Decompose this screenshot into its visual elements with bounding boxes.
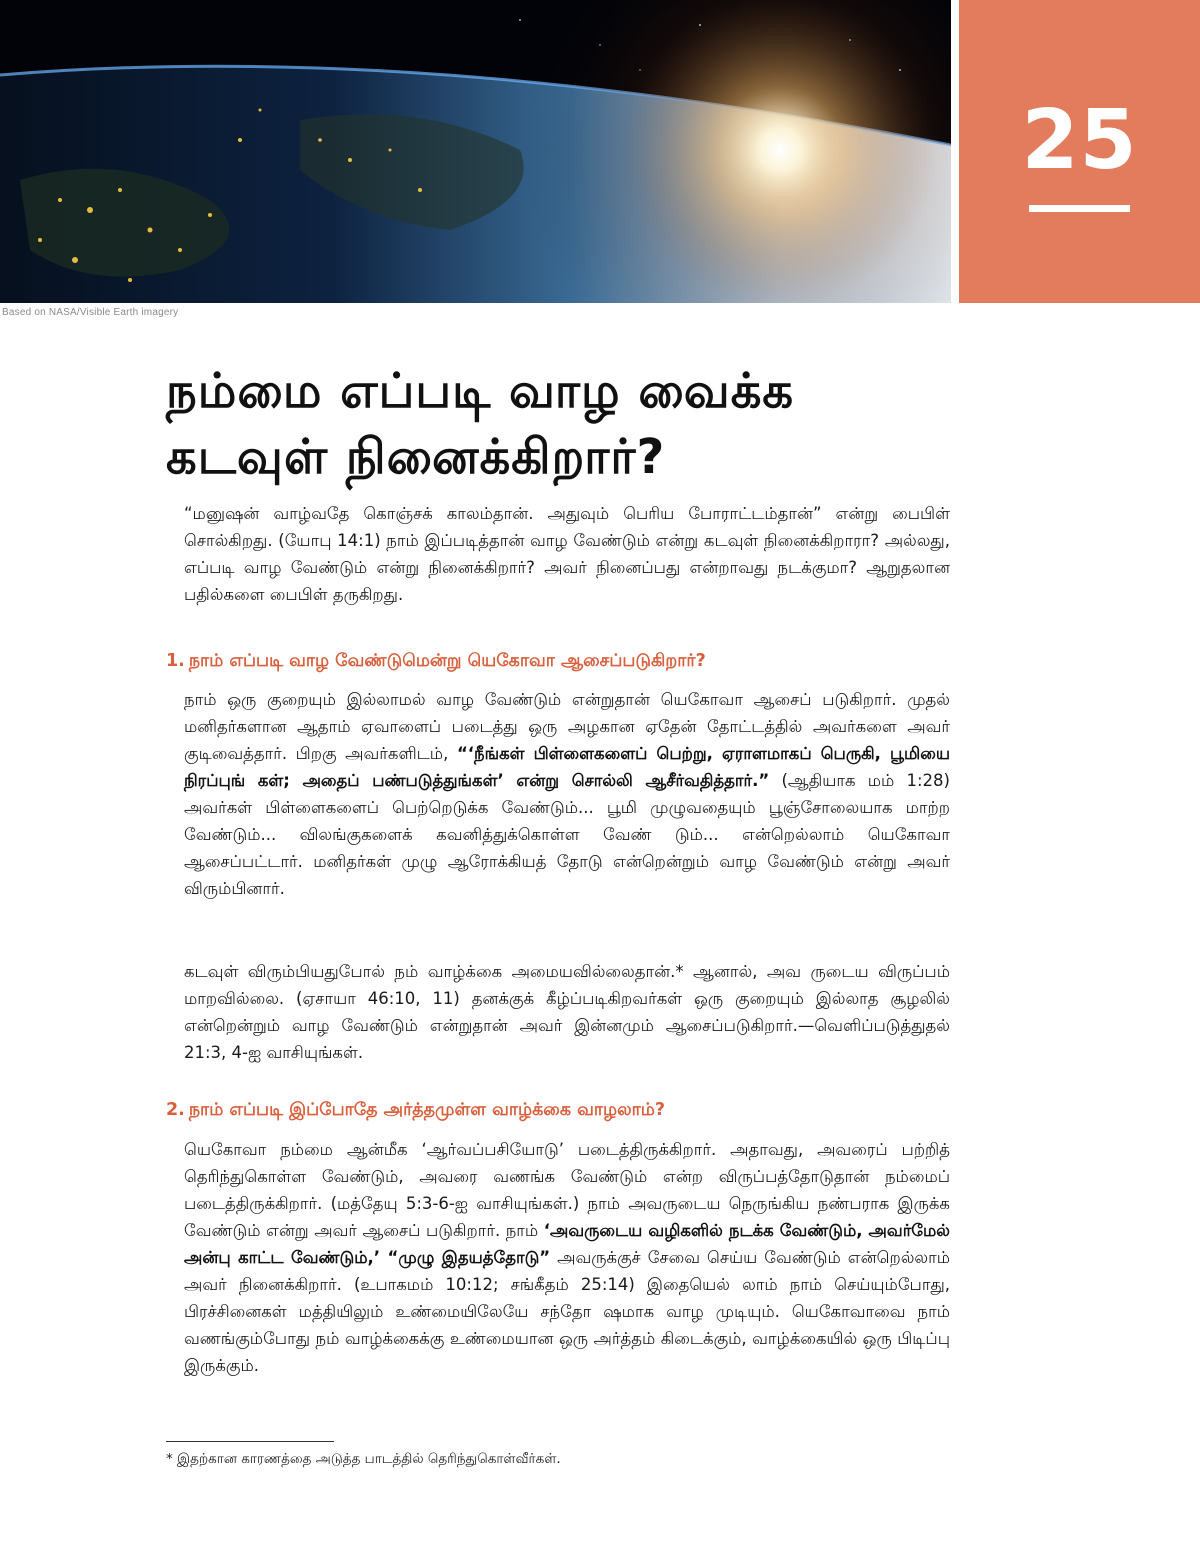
title-line-2: கடவுள் நினைக்கிறார்?: [166, 429, 666, 485]
section-2-bold-quote: ‘அவருடைய வழிகளில் நடக்க வேண்டும், அவர்மேல் அன்பு காட்ட வேண்டும்,’ “முழு இதயத்தோடு”: [184, 1221, 950, 1267]
lesson-number-underline: [1029, 205, 1130, 212]
section-2-number: 2.: [166, 1100, 185, 1120]
section-1-p1-bold-quote: “‘நீங்கள் பிள்ளைகளைப் பெற்று, ஏராளமாகப் பெருகி, பூமியை நிரப்புங் கள்; அதைப் பண்படுத்துங்கள்’ என்று சொல்லி ஆசீர்வதித்தார்.”: [184, 744, 950, 790]
section-1-p1-text-a: நாம் ஒரு குறையும் இல்லாமல் வாழ வேண்டும் என்றுதான் யெகோவா ஆசைப் படுகிறார். முதல் மனிதர்களான ஆதாம் ஏவாளைப் படைத்து ஒரு அழகான ஏதேன் தோட்டத்தில் அவர்களை அவர் குடிவைத்தார். பிறகு அவர்களிடம்,: [184, 690, 950, 763]
intro-paragraph: “மனுஷன் வாழ்வதே கொஞ்சக் காலம்தான். அதுவும் பெரிய போராட்டம்தான்” என்று பைபிள் சொல்கிறது. (யோபு 14:1) நாம் இப்படித்தான் வாழ வேண்டும் என்று கடவுள் நினைக்கிறாரா? அல்லது, எப்படி வாழ வேண்டும் என்று நினைக்கிறார்? அவர் நினைப்பது என்றாவது நடக்குமா? ஆறுதலான பதில்களை பைபிள் தருகிறது.: [184, 504, 950, 604]
section-1-heading: [166, 648, 956, 674]
section-2-paragraph: [184, 1136, 950, 1379]
section-2-heading-text: நாம் எப்படி இப்போதே அர்த்தமுள்ள வாழ்க்கை வாழலாம்?: [188, 1100, 666, 1120]
section-1-paragraph-1: [184, 686, 950, 902]
section-1-number: 1.: [166, 651, 185, 671]
footnote-divider: [166, 1441, 334, 1442]
section-1-p1-text-b: (ஆதியாக மம் 1:28) அவர்கள் பிள்ளைகளைப் பெற்றெடுக்க வேண்டும்... பூமி முழுவதையும் பூஞ்சோலையாக மாற்ற வேண்டும்... விலங்குகளைக் கவனித்துக்கொள்ள வேண் டும்... என்றெல்லாம் யெகோவா ஆசைப்பட்டார். மனிதர்கள் முழு ஆரோக்கியத் தோடு என்றென்றும் வாழ வேண்டும் என்று அவர் விரும்பினார்.: [184, 771, 951, 898]
lesson-number: 25: [1021, 93, 1138, 188]
earth-hero-image: [0, 0, 951, 303]
section-1-paragraph-2: கடவுள் விரும்பியதுபோல் நம் வாழ்க்கை அமையவில்லைதான்.* ஆனால், அவ ருடைய விருப்பம் மாறவில்லை. (ஏசாயா 46:10, 11) தனக்குக் கீழ்ப்படிகிறவர்கள் ஒரு குறையும் இல்லாத சூழலில் என்றென்றும் வாழ வேண்டும் என்றுதான் அவர் இன்னமும் ஆசைப்படுகிறார்.—வெளிப்படுத்துதல் 21:3, 4-ஐ வாசியுங்கள்.: [184, 962, 950, 1062]
footnote: * இதற்கான காரணத்தை அடுத்த பாடத்தில் தெரிந்துகொள்வீர்கள்.: [166, 1451, 561, 1467]
section-1-heading-text: நாம் எப்படி வாழ வேண்டுமென்று யெகோவா ஆசைப்படுகிறார்?: [188, 651, 706, 671]
section-2-text-b: அவருக்குச் சேவை செய்ய வேண்டும் என்றெல்லாம் அவர் நினைக்கிறார். (உபாகமம் 10:12; சங்கீதம் 25:14) இதையெல் லாம் நாம் செய்யும்போது, பிரச்சினைகள் மத்தியிலும் உண்மையிலேயே சந்தோ ஷமாக வாழ முடியும். யெகோவாவை நாம் வணங்கும்போது நம் வாழ்க்கைக்கு உண்மையான ஒரு அர்த்தம் கிடைக்கும், வாழ்க்கையில் ஒரு பிடிப்பு இருக்கும்.: [184, 1248, 950, 1375]
page-title: [166, 358, 1026, 490]
image-credit: Based on NASA/Visible Earth imagery: [2, 307, 179, 318]
lesson-number-box: [959, 0, 1200, 303]
section-2-text-a: யெகோவா நம்மை ஆன்மீக ‘ஆர்வப்பசியோடு’ படைத்திருக்கிறார். அதாவது, அவரைப் பற்றித் தெரிந்துகொள்ள வேண்டும், அவரை வணங்க வேண்டும் என்ற விருப்பத்தோடுதான் நம்மைப் படைத்திருக்கிறார். (மத்தேயு 5:3-6-ஐ வாசியுங்கள்.) நாம் அவருடைய நெருங்கிய நண்பராக இருக்க வேண்டும் என்று அவர் ஆசைப் படுகிறார். நாம்: [184, 1140, 950, 1240]
title-line-1: நம்மை எப்படி வாழ வைக்க: [166, 363, 795, 419]
section-2-heading: [166, 1097, 956, 1123]
